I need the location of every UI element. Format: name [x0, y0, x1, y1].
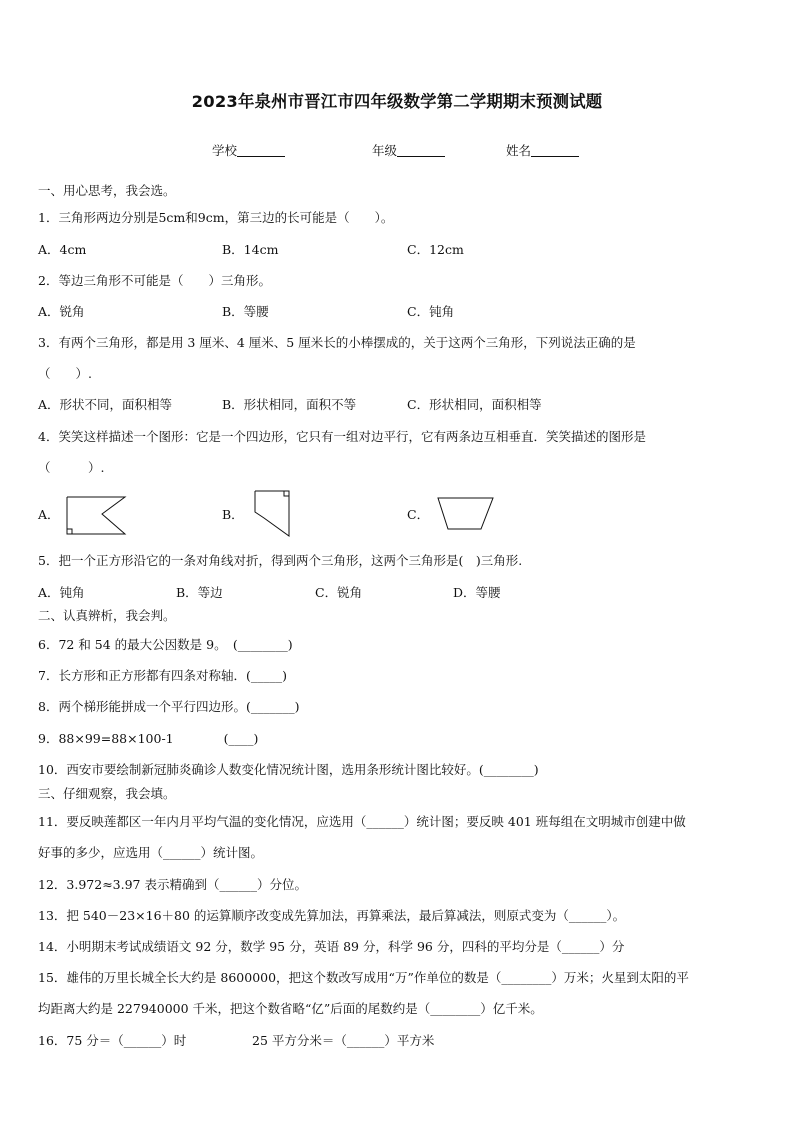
q2-option-a[interactable]: A．锐角	[38, 304, 85, 319]
school-field	[212, 141, 285, 159]
question-10: 10．西安市要绘制新冠肺炎确诊人数变化情况统计图，选用条形统计图比较好。(________)	[38, 762, 539, 777]
question-3-line-1: 3．有两个三角形，都是用 3 厘米、4 厘米、5 厘米长的小棒摆成的，关于这两个三角形，下列说法正确的是	[38, 335, 636, 350]
question-5: 5．把一个正方形沿它的一条对角线对折，得到两个三角形，这两个三角形是( )三角形.	[38, 553, 523, 568]
question-4-line-2: （ ）.	[38, 460, 105, 475]
question-16-part-2: 25 平方分米＝（______）平方米	[252, 1033, 435, 1048]
question-15-line-1: 15．雄伟的万里长城全长大约是 8600000，把这个数改写成用“万”作单位的数是（________）万米；火星到太阳的平	[38, 970, 689, 985]
q4-figure-b-shape	[252, 488, 294, 540]
name-label: 姓名	[506, 143, 532, 158]
question-9: 9．88×99=88×100-1 (____)	[38, 731, 259, 746]
question-11-line-2: 好事的多少，应选用（______）统计图。	[38, 845, 264, 860]
question-16-part-1: 16．75 分＝（______）时	[38, 1033, 187, 1048]
question-2: 2．等边三角形不可能是（ ）三角形。	[38, 273, 271, 288]
q4-option-a[interactable]: A．	[38, 507, 60, 522]
q1-option-c[interactable]: C．12cm	[407, 242, 464, 257]
q1-option-a[interactable]: A．4cm	[38, 242, 87, 257]
q5-option-d[interactable]: D．等腰	[453, 585, 501, 600]
q2-option-c[interactable]: C．钝角	[407, 304, 455, 319]
question-4-line-1: 4．笑笑这样描述一个图形：它是一个四边形，它只有一组对边平行，它有两条边互相垂直．笑笑描述的图形是	[38, 429, 646, 444]
q3-option-c[interactable]: C．形状相同，面积相等	[407, 397, 542, 412]
section-2-heading: 二、认真辨析，我会判。	[38, 608, 176, 623]
grade-blank[interactable]	[397, 144, 445, 157]
q2-option-b[interactable]: B．等腰	[222, 304, 269, 319]
question-14: 14．小明期末考试成绩语文 92 分，数学 95 分，英语 89 分，科学 96 分，四科的平均分是（______）分	[38, 939, 625, 954]
grade-label: 年级	[372, 143, 398, 158]
grade-field	[372, 141, 445, 159]
question-12: 12．3.972≈3.97 表示精确到（______）分位。	[38, 877, 307, 892]
section-3-heading: 三、仔细观察，我会填。	[38, 786, 176, 801]
q5-option-b[interactable]: B．等边	[176, 585, 223, 600]
name-field	[506, 141, 579, 159]
question-6: 6．72 和 54 的最大公因数是 9。 (________)	[38, 637, 293, 652]
question-8: 8．两个梯形能拼成一个平行四边形。(_______)	[38, 699, 300, 714]
q1-option-b[interactable]: B．14cm	[222, 242, 279, 257]
question-15-line-2: 均距离大约是 227940000 千米，把这个数省略“亿”后面的尾数约是（________）亿千米。	[38, 1001, 543, 1016]
q5-option-c[interactable]: C．锐角	[315, 585, 363, 600]
name-blank[interactable]	[531, 144, 579, 157]
q3-option-a[interactable]: A．形状不同，面积相等	[38, 397, 173, 412]
school-label: 学校	[212, 143, 238, 158]
school-blank[interactable]	[237, 144, 285, 157]
q4-option-c[interactable]: C．	[407, 507, 430, 522]
question-11-line-1: 11．要反映莲都区一年内月平均气温的变化情况，应选用（______）统计图；要反映 401 班每组在文明城市创建中做	[38, 814, 686, 829]
page-title: 2023年泉州市晋江市四年级数学第二学期期末预测试题	[191, 92, 603, 111]
q4-figure-a-shape	[64, 494, 130, 538]
q5-option-a[interactable]: A．钝角	[38, 585, 85, 600]
question-3-line-2: （ ）.	[38, 366, 92, 381]
q4-figure-c-shape	[435, 494, 497, 534]
question-7: 7．长方形和正方形都有四条对称轴．(_____)	[38, 668, 287, 683]
q3-option-b[interactable]: B．形状相同，面积不等	[222, 397, 357, 412]
question-13: 13．把 540－23×16＋80 的运算顺序改变成先算加法，再算乘法，最后算减法，则原式变为（______）。	[38, 908, 626, 923]
q4-option-b[interactable]: B．	[222, 507, 244, 522]
question-1: 1．三角形两边分别是5cm和9cm，第三边的长可能是（ ）。	[38, 210, 394, 225]
section-1-heading: 一、用心思考，我会选。	[38, 183, 176, 198]
